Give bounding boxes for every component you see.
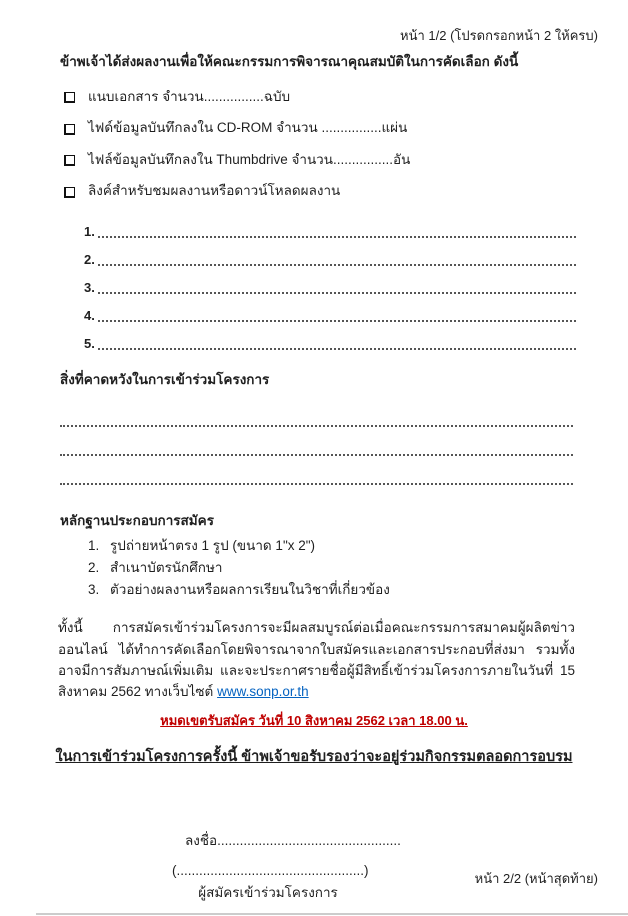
- item-number: 1.: [88, 538, 100, 554]
- blank-line-1: [84, 214, 576, 242]
- signature-block: [172, 831, 401, 903]
- expectations-heading: สิ่งที่คาดหวังในการเข้าร่วมโครงการ: [60, 371, 270, 387]
- evidence-item-label: ตัวอย่างผลงานหรือผลการเรียนในวิชาที่เกี่ยวข้อง: [110, 582, 390, 598]
- dotted-blank: [98, 292, 576, 294]
- dotted-blank: [60, 454, 573, 456]
- item-number: 3.: [88, 582, 100, 598]
- dotted-blank: [60, 483, 573, 485]
- deadline-notice: หมดเขตรับสมัคร วันที่ 10 สิงหาคม 2562 เวลา 18.00 น.: [160, 712, 468, 728]
- evidence-list: [88, 535, 572, 601]
- line-number: 1.: [84, 224, 95, 240]
- dotted-blank: [98, 236, 576, 238]
- checklist-item-thumbdrive: [64, 151, 628, 169]
- checklist-item-link: [64, 182, 628, 200]
- item-number: 2.: [88, 560, 100, 576]
- checkbox-icon: [64, 124, 75, 135]
- document-page: [0, 26, 628, 916]
- checklist-item-label: ไฟด์ข้อมูลบันทึกลงใน CD-ROM จำนวน ................แผ่น: [88, 120, 408, 136]
- dotted-blank: [98, 348, 576, 350]
- work-link-blanks: [84, 214, 576, 354]
- checkbox-icon: [64, 155, 75, 166]
- blank-line: [60, 460, 573, 489]
- closing-paragraph-text: ทั้งนี้ การสมัครเข้าร่วมโครงการจะมีผลสมบูรณ์ต่อเมื่อคณะกรรมการสมาคมผู้ผลิตข่าวออนไลน์ ได้ทำการคัดเลือกโดยพิจารณาจากใบสมัครและเอกสารประกอบที่ส่งมา รวมทั้งอาจมีการสัมภาษณ์เพิ่มเติม และจะประกาศรายชื่อผู้มีสิทธิ์เข้าร่วมโครงการภายในวันที่ 15 สิงหาคม 2562 ทางเว็บไซต์: [58, 620, 575, 700]
- page-number-footer: หน้า 2/2 (หน้าสุดท้าย): [474, 871, 598, 886]
- website-link[interactable]: www.sonp.or.th: [217, 684, 309, 700]
- checklist-item-label: ลิงค์สำหรับชมผลงานหรือดาวน์โหลดผลงาน: [88, 183, 341, 199]
- intro-statement: ข้าพเจ้าได้ส่งผลงานเพื่อให้คณะกรรมการพิจารณาคุณสมบัติในการคัดเลือก ดังนี้: [60, 53, 519, 69]
- dotted-blank: [98, 264, 576, 266]
- checkbox-icon: [64, 92, 75, 103]
- evidence-item-label: สำเนาบัตรนักศึกษา: [110, 560, 223, 576]
- dotted-blank: [98, 320, 576, 322]
- page-number-header: หน้า 1/2 (โปรดกรอกหน้า 2 ให้ครบ): [400, 28, 598, 43]
- blank-line-4: [84, 298, 576, 326]
- evidence-item: [88, 557, 572, 579]
- signature-role-label: ผู้สมัครเข้าร่วมโครงการ: [198, 884, 338, 900]
- checklist-item-label: แนบเอกสาร จำนวน................ฉบับ: [88, 88, 291, 104]
- blank-line-2: [84, 242, 576, 270]
- signature-name-line: (..................................................): [172, 862, 369, 878]
- evidence-heading: หลักฐานประกอบการสมัคร: [60, 513, 214, 528]
- closing-paragraph: [58, 617, 575, 702]
- dotted-blank: [60, 425, 573, 427]
- evidence-item-label: รูปถ่ายหน้าตรง 1 รูป (ขนาด 1"x 2"): [110, 538, 316, 554]
- promise-statement: ในการเข้าร่วมโครงการครั้งนี้ ข้าพเจ้าขอรับรองว่าจะอยู่ร่วมกิจกรรมตลอดการอบรม: [55, 749, 573, 766]
- signature-line: ลงชื่อ.................................................: [185, 832, 401, 848]
- checklist-item-cdrom: [64, 119, 628, 137]
- checklist-item-documents: [64, 88, 628, 106]
- submission-checklist: [64, 88, 628, 201]
- next-page-edge: [36, 913, 628, 915]
- line-number: 2.: [84, 252, 95, 268]
- expectations-blanks: [60, 402, 573, 489]
- evidence-item: [88, 579, 572, 601]
- blank-line: [60, 402, 573, 431]
- blank-line-5: [84, 326, 576, 354]
- checklist-item-label: ไฟล์ข้อมูลบันทึกลงใน Thumbdrive จำนวน................อัน: [88, 151, 411, 167]
- line-number: 3.: [84, 280, 95, 296]
- evidence-item: [88, 535, 572, 557]
- blank-line: [60, 431, 573, 460]
- blank-line-3: [84, 270, 576, 298]
- line-number: 4.: [84, 308, 95, 324]
- checkbox-icon: [64, 187, 75, 198]
- line-number: 5.: [84, 336, 95, 352]
